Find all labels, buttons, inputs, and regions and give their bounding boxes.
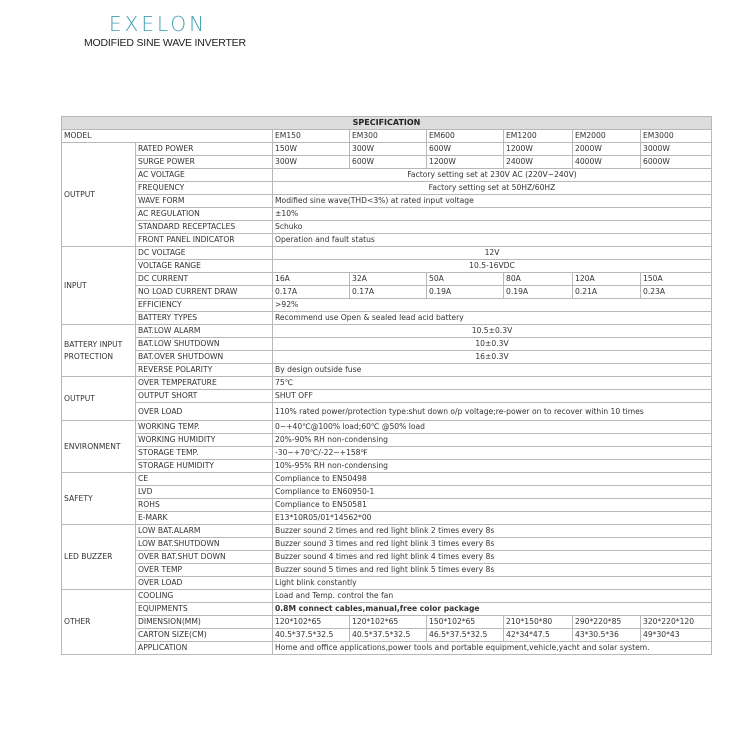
table-cell: Factory setting set at 50HZ/60HZ (273, 182, 712, 195)
table-cell: Buzzer sound 5 times and red light blink 5 times every 8s (273, 564, 712, 577)
row-label: SURGE POWER (136, 156, 273, 169)
table-row (62, 538, 712, 551)
table-cell: 0.17A (273, 286, 350, 299)
table-cell: 300W (350, 143, 427, 156)
table-row (62, 338, 712, 351)
model-cell: EM150 (273, 130, 350, 143)
table-cell: 0.19A (427, 286, 504, 299)
table-cell: 10.5±0.3V (273, 325, 712, 338)
table-cell: 600W (427, 143, 504, 156)
table-row (62, 525, 712, 538)
table-cell: 42*34*47.5 (504, 629, 573, 642)
table-row (62, 208, 712, 221)
specification-sheet (61, 116, 711, 655)
table-cell: Buzzer sound 4 times and red light blink 4 times every 8s (273, 551, 712, 564)
row-label: E-MARK (136, 512, 273, 525)
table-row (62, 486, 712, 499)
model-cell: EM300 (350, 130, 427, 143)
model-cell: EM3000 (641, 130, 712, 143)
table-cell: 10%-95% RH non-condensing (273, 460, 712, 473)
row-label: STORAGE TEMP. (136, 447, 273, 460)
group-label-other: OTHER (62, 590, 136, 655)
table-cell: 40.5*37.5*32.5 (273, 629, 350, 642)
group-label-output: OUTPUT (62, 143, 136, 247)
table-cell: Compliance to EN60950-1 (273, 486, 712, 499)
table-cell: Operation and fault status (273, 234, 712, 247)
row-label: APPLICATION (136, 642, 273, 655)
table-cell: By design outside fuse (273, 364, 712, 377)
table-cell: Home and office applications,power tools and portable equipment,vehicle,yacht and solar system. (273, 642, 712, 655)
table-cell: 46.5*37.5*32.5 (427, 629, 504, 642)
table-row (62, 286, 712, 299)
table-row (62, 421, 712, 434)
table-cell: 1200W (504, 143, 573, 156)
row-label: BAT.OVER SHUTDOWN (136, 351, 273, 364)
table-cell: Modified sine wave(THD<3%) at rated input voltage (273, 195, 712, 208)
table-row (62, 642, 712, 655)
table-cell: Schuko (273, 221, 712, 234)
row-label: FREQUENCY (136, 182, 273, 195)
table-cell: 300W (273, 156, 350, 169)
row-label: DC VOLTAGE (136, 247, 273, 260)
row-label: WORKING TEMP. (136, 421, 273, 434)
table-row (62, 564, 712, 577)
table-cell: 600W (350, 156, 427, 169)
table-row (62, 603, 712, 616)
row-label: DC CURRENT (136, 273, 273, 286)
row-label: RATED POWER (136, 143, 273, 156)
row-label: LOW BAT.SHUTDOWN (136, 538, 273, 551)
table-cell: E13*10R05/01*14562*00 (273, 512, 712, 525)
table-cell: 40.5*37.5*32.5 (350, 629, 427, 642)
group-label-output-protection: OUTPUT (62, 377, 136, 421)
row-label: CE (136, 473, 273, 486)
table-cell: SHUT OFF (273, 390, 712, 403)
table-row (62, 182, 712, 195)
table-cell: 16A (273, 273, 350, 286)
group-label-input: INPUT (62, 247, 136, 325)
table-row (62, 377, 712, 390)
row-label: AC REGULATION (136, 208, 273, 221)
row-label: WORKING HUMIDITY (136, 434, 273, 447)
table-row (62, 156, 712, 169)
table-cell: 43*30.5*36 (573, 629, 641, 642)
table-cell: 75℃ (273, 377, 712, 390)
table-cell: 80A (504, 273, 573, 286)
row-label: REVERSE POLARITY (136, 364, 273, 377)
table-row (62, 247, 712, 260)
row-label: STORAGE HUMIDITY (136, 460, 273, 473)
table-row (62, 629, 712, 642)
table-cell: 20%-90% RH non-condensing (273, 434, 712, 447)
row-label: ROHS (136, 499, 273, 512)
table-cell: 320*220*120 (641, 616, 712, 629)
table-cell: Buzzer sound 2 times and red light blink 2 times every 8s (273, 525, 712, 538)
row-label: OVER BAT.SHUT DOWN (136, 551, 273, 564)
row-label: EFFICIENCY (136, 299, 273, 312)
group-label-line: BATTERY INPUT (64, 339, 123, 349)
group-label-led-buzzer: LED BUZZER (62, 525, 136, 590)
table-row (62, 351, 712, 364)
model-label: MODEL (62, 130, 273, 143)
table-cell: 16±0.3V (273, 351, 712, 364)
table-cell: Recommend use Open & sealed lead acid battery (273, 312, 712, 325)
table-cell: 0.21A (573, 286, 641, 299)
table-cell: 50A (427, 273, 504, 286)
table-row (62, 221, 712, 234)
table-cell: 110% rated power/protection type:shut down o/p voltage;re-power on to recover within 10 times (273, 403, 712, 421)
table-cell: 0.19A (504, 286, 573, 299)
group-label-environment: ENVIRONMENT (62, 421, 136, 473)
table-row (62, 577, 712, 590)
table-cell: Load and Temp. control the fan (273, 590, 712, 603)
table-row (62, 616, 712, 629)
table-cell: -30~+70℃/-22~+158℉ (273, 447, 712, 460)
table-title: SPECIFICATION (62, 117, 712, 130)
table-cell: 0.23A (641, 286, 712, 299)
table-cell: 6000W (641, 156, 712, 169)
table-cell: Compliance to EN50581 (273, 499, 712, 512)
row-label: OVER LOAD (136, 577, 273, 590)
table-cell: Compliance to EN50498 (273, 473, 712, 486)
model-cell: EM600 (427, 130, 504, 143)
group-label-battery-protection (62, 325, 136, 377)
table-row (62, 499, 712, 512)
group-label-line: PROTECTION (64, 351, 114, 361)
row-label: COOLING (136, 590, 273, 603)
table-row (62, 325, 712, 338)
table-row (62, 590, 712, 603)
table-cell: 3000W (641, 143, 712, 156)
table-cell: Light blink constantly (273, 577, 712, 590)
row-label: BAT.LOW SHUTDOWN (136, 338, 273, 351)
model-cell: EM2000 (573, 130, 641, 143)
table-cell: 12V (273, 247, 712, 260)
specification-table (61, 116, 712, 655)
row-label: STANDARD RECEPTACLES (136, 221, 273, 234)
table-cell: 150*102*65 (427, 616, 504, 629)
table-row (62, 434, 712, 447)
table-cell: 49*30*43 (641, 629, 712, 642)
row-label: BATTERY TYPES (136, 312, 273, 325)
table-cell: 10.5-16VDC (273, 260, 712, 273)
table-title-row (62, 117, 712, 130)
table-row (62, 403, 712, 421)
row-label: OVER LOAD (136, 403, 273, 421)
table-cell: 120A (573, 273, 641, 286)
table-row (62, 460, 712, 473)
table-cell: ±10% (273, 208, 712, 221)
row-label: OVER TEMP (136, 564, 273, 577)
table-cell: 32A (350, 273, 427, 286)
table-row (62, 390, 712, 403)
table-cell: 4000W (573, 156, 641, 169)
table-cell: 2000W (573, 143, 641, 156)
table-row (62, 273, 712, 286)
table-row (62, 234, 712, 247)
table-cell: 0.8M connect cables,manual,free color package (273, 603, 712, 616)
table-row (62, 473, 712, 486)
table-row (62, 364, 712, 377)
table-row (62, 551, 712, 564)
row-label: AC VOLTAGE (136, 169, 273, 182)
row-label: NO LOAD CURRENT DRAW (136, 286, 273, 299)
row-label: FRONT PANEL INDICATOR (136, 234, 273, 247)
table-cell: 150A (641, 273, 712, 286)
table-row (62, 195, 712, 208)
row-label: VOLTAGE RANGE (136, 260, 273, 273)
table-row (62, 143, 712, 156)
table-cell: 120*102*65 (273, 616, 350, 629)
table-cell: 210*150*80 (504, 616, 573, 629)
table-cell: Buzzer sound 3 times and red light blink 3 times every 8s (273, 538, 712, 551)
table-row (62, 512, 712, 525)
row-label: CARTON SIZE(CM) (136, 629, 273, 642)
row-label: WAVE FORM (136, 195, 273, 208)
row-label: OUTPUT SHORT (136, 390, 273, 403)
row-label: EQUIPMENTS (136, 603, 273, 616)
table-cell: 0.17A (350, 286, 427, 299)
table-row (62, 447, 712, 460)
table-row (62, 260, 712, 273)
brand-logo: EXELON (109, 12, 208, 36)
table-cell: >92% (273, 299, 712, 312)
row-label: LOW BAT.ALARM (136, 525, 273, 538)
table-cell: 150W (273, 143, 350, 156)
group-label-safety: SAFETY (62, 473, 136, 525)
table-cell: 2400W (504, 156, 573, 169)
table-cell: 120*102*65 (350, 616, 427, 629)
table-row (62, 312, 712, 325)
row-label: DIMENSION(MM) (136, 616, 273, 629)
table-row (62, 299, 712, 312)
product-subtitle: MODIFIED SINE WAVE INVERTER (84, 37, 246, 49)
row-label: OVER TEMPERATURE (136, 377, 273, 390)
model-row (62, 130, 712, 143)
table-cell: 1200W (427, 156, 504, 169)
table-cell: Factory setting set at 230V AC (220V~240V) (273, 169, 712, 182)
row-label: BAT.LOW ALARM (136, 325, 273, 338)
table-row (62, 169, 712, 182)
row-label: LVD (136, 486, 273, 499)
model-cell: EM1200 (504, 130, 573, 143)
table-cell: 0~+40℃@100% load;60℃ @50% load (273, 421, 712, 434)
table-cell: 10±0.3V (273, 338, 712, 351)
table-cell: 290*220*85 (573, 616, 641, 629)
